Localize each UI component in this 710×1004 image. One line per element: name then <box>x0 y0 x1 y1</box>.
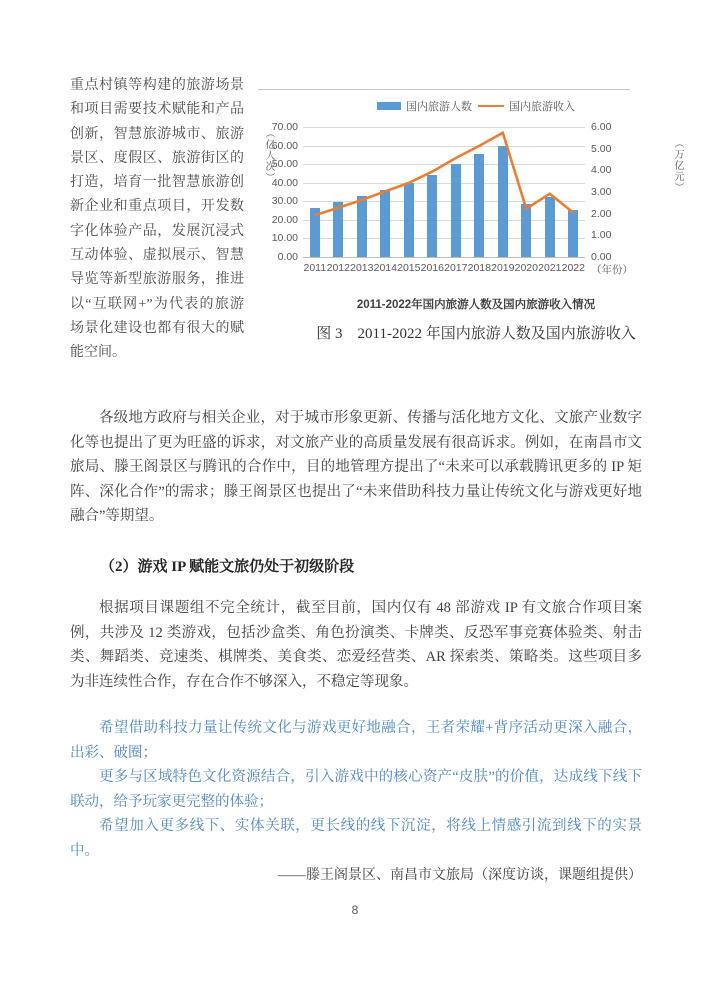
chart-top-rule <box>258 89 630 90</box>
legend-item-revenue <box>478 98 575 114</box>
right-axis-tick-label: 5.00 <box>591 142 612 155</box>
bar-2012 <box>333 202 343 257</box>
left-axis-tick-label: 10.00 <box>271 232 298 245</box>
paragraph-local-government-demand: 各级地方政府与相关企业，对于城市形象更新、传播与活化地方文化、文旅产业数字化等也提出了更为旺盛的诉求，对文旅产业的高质量发展有很高诉求。例如，在南昌市文旅局、滕王阁景区与腾讯的合作中，目的地管理方提出了“未来可以承载腾讯更多的 IP 矩阵、深化合作”的需求；滕王阁景区也提出了“未来借助科技力量让传统文化与游戏更好地融合”等期望。 <box>70 410 642 524</box>
bar-2016 <box>427 175 437 258</box>
x-axis-label-2015: 2015 <box>397 262 421 274</box>
x-axis-unit-label: （年份） <box>591 264 633 276</box>
left-axis-tick-label: 50.00 <box>271 158 298 171</box>
bar-2017 <box>451 164 461 257</box>
left-axis-tick-label: 20.00 <box>271 213 298 226</box>
chart-legend <box>258 98 694 114</box>
left-axis-tick-label: 70.00 <box>271 121 298 133</box>
x-axis-label-2019: 2019 <box>491 262 515 274</box>
left-axis-tick-label: 60.00 <box>271 139 298 152</box>
left-axis-tick-label: 30.00 <box>271 195 298 208</box>
bar-2013 <box>357 196 367 257</box>
quote-line: 希望加入更多线下、实体关联，更长线的线下沉淀，将线上情感引流到线下的实景中。 <box>70 818 642 859</box>
quote-line: 更多与区域特色文化资源结合，引入游戏中的核心资产“皮肤”的价值，达成线下线下联动，给予玩家更完整的体验； <box>70 769 642 810</box>
legend-label: 国内旅游收入 <box>509 101 575 113</box>
right-axis-title: （万亿元） <box>672 138 683 193</box>
bar-2018 <box>474 154 484 257</box>
gridline <box>303 183 585 184</box>
right-axis-tick-label: 4.00 <box>591 164 612 177</box>
x-axis-label-2020: 2020 <box>514 262 538 274</box>
section-heading: （2）游戏 IP 赋能文旅仍处于初级阶段 <box>100 559 355 575</box>
gridline <box>303 164 585 165</box>
bar-2011 <box>310 208 320 257</box>
figure-caption: 图 3 2011-2022 年国内旅游人数及国内旅游收入 <box>316 326 636 342</box>
gridline <box>303 238 585 239</box>
x-axis-label-2021: 2021 <box>538 262 562 274</box>
x-axis-label-2022: 2022 <box>561 262 585 274</box>
bar-2019 <box>498 146 508 258</box>
x-axis-label-2012: 2012 <box>326 262 350 274</box>
gridline <box>303 201 585 202</box>
quote-line: 希望借助科技力量让传统文化与游戏更好地融合，王者荣耀+背序活动更深入融合，出彩、破圈； <box>70 720 642 761</box>
left-axis-title: （亿人次） <box>263 128 274 183</box>
right-axis-tick-label: 2.00 <box>591 207 612 220</box>
paragraph-game-ip-statistics: 根据项目课题组不完全统计，截至目前，国内仅有 48 部游戏 IP 有文旅合作项目案例，共涉及 12 类游戏，包括沙盒类、角色扮演类、卡牌类、反恐军事竞赛体验类、射击类、舞蹈类、竞速类、棋牌类、美食类、恋爱经营类、AR 探索类、策略类。这些项目多为非连续性合作，存在合作不够深入，不稳定等现象。 <box>70 600 642 690</box>
interview-quote-block <box>70 716 642 863</box>
left-axis-tick-label: 0.00 <box>277 251 298 263</box>
bar-2022 <box>568 210 578 257</box>
line-swatch-icon <box>478 105 504 108</box>
gridline <box>303 220 585 221</box>
gridline <box>303 146 585 147</box>
bar-2021 <box>545 197 555 257</box>
legend-item-visitors <box>377 98 472 114</box>
right-axis-tick-label: 3.00 <box>591 186 612 198</box>
x-axis-label-2018: 2018 <box>467 262 491 274</box>
right-axis-tick-label: 6.00 <box>591 121 612 133</box>
chart-embedded-title: 2011-2022年国内旅游人数及国内旅游收入情况 <box>356 299 596 311</box>
left-column-text: 重点村镇等构建的旅游场景和项目需要技术赋能和产品创新，智慧旅游城市、旅游景区、度假区、旅游街区的打造，培育一批智慧旅游创新企业和重点项目，开发数字化体验产品，发展沉浸式互动体验、虚拟展示、智慧导览等新型旅游服务，推进以“互联网+”为代表的旅游场景化建设也都有很大的赋能空间。 <box>70 78 244 361</box>
x-axis-label-2013: 2013 <box>350 262 374 274</box>
page-number: 8 <box>351 903 359 917</box>
right-axis-tick-label: 1.00 <box>591 229 612 242</box>
x-axis-label-2016: 2016 <box>420 262 444 274</box>
left-axis-tick-label: 40.00 <box>271 176 298 189</box>
bar-2014 <box>380 190 390 257</box>
x-axis-label-2017: 2017 <box>444 262 468 274</box>
x-axis-label-2014: 2014 <box>373 262 397 274</box>
legend-label: 国内旅游人数 <box>406 101 472 113</box>
gridline <box>303 257 585 258</box>
x-axis-label-2011: 2011 <box>303 262 327 274</box>
bar-2020 <box>521 204 531 258</box>
right-axis-tick-label: 0.00 <box>591 251 612 263</box>
quote-attribution: ——滕王阁景区、南昌市文旅局（深度访谈，课题组提供） <box>278 868 642 883</box>
tourism-combo-chart <box>258 88 694 320</box>
bar-2015 <box>404 183 414 257</box>
gridline <box>303 127 585 128</box>
bar-swatch-icon <box>377 102 401 110</box>
